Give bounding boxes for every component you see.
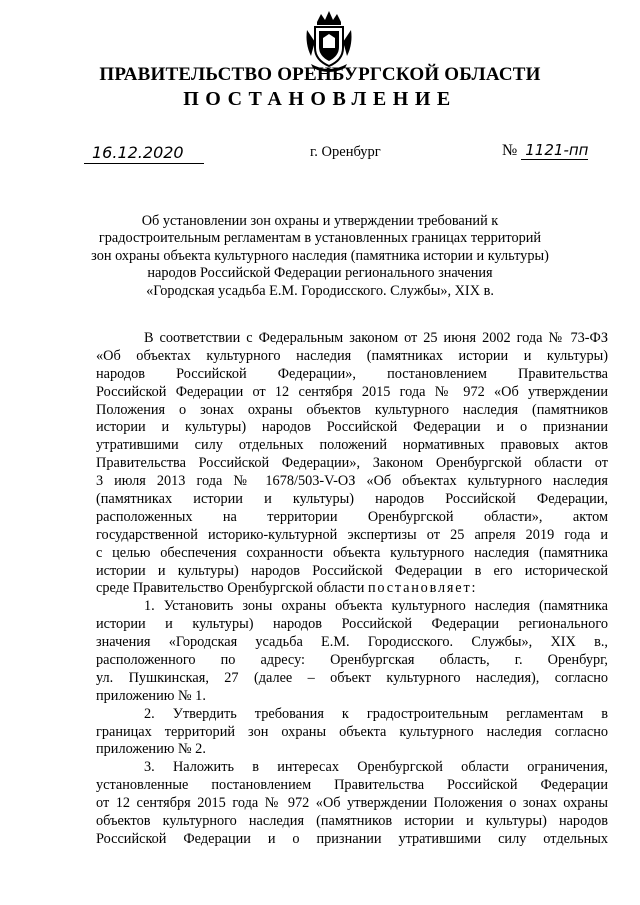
government-title: ПРАВИТЕЛЬСТВО ОРЕНБУРГСКОЙ ОБЛАСТИ xyxy=(99,64,541,85)
document-number xyxy=(502,142,592,162)
body-line: значения «Городская усадьба Е.М. Городисского. Службы», XIX в., xyxy=(96,634,608,651)
body-line: 3 июля 2013 года № 1678/503-V-ОЗ «Об объектах культурного наследия xyxy=(96,473,608,490)
body-line: с целью обеспечения сохранности объекта культурного наследия (памятника xyxy=(96,544,608,561)
body-line: расположенных на территории Оренбургской области», актом xyxy=(96,508,608,525)
body-line: «Об объектах культурного наследия (памятниках истории и культуры) xyxy=(96,347,608,364)
body-line: В соответствии с Федеральным законом от 25 июня 2002 года № 73-ФЗ xyxy=(144,330,608,346)
clause-3-line: 3. Наложить в интересах Оренбургской области ограничения, xyxy=(144,759,608,776)
subject-line: градостроительным регламентам в установленных границах территорий xyxy=(98,230,542,247)
body-line: утратившими силу отдельных положений нормативных правовых актов xyxy=(96,437,608,454)
body-line-text: среде Правительство Оренбургской области xyxy=(96,580,365,597)
document-subject xyxy=(80,213,560,300)
body-line: истории и культуры) народов Российской Федерации в его исторической xyxy=(96,562,608,579)
body-line: объектов культурного наследия (памятников истории и культуры) народов xyxy=(96,813,608,830)
document-date: 16.12.2020 xyxy=(84,144,204,164)
body-line: истории и культуры) народов Российской Федерации регионального xyxy=(96,616,608,633)
body-line: установленные постановлением Правительства Российской Федерации xyxy=(96,777,608,794)
body-line: границах территорий зон охраны объекта культурного наследия согласно xyxy=(96,723,608,740)
body-line: расположенного по адресу: Оренбургская область, г. Оренбург, xyxy=(96,652,608,669)
body-line: истории и культуры) народов Российской Федерации и о признании xyxy=(96,419,608,436)
body-line: ул. Пушкинская, 27 (далее – объект культурного наследия), согласно xyxy=(96,669,608,686)
subject-line: народов Российской Федерации регионального значения xyxy=(147,265,493,282)
clause-2-line: 2. Утвердить требования к градостроительным регламентам в xyxy=(144,705,608,722)
resolves-word: постановляет: xyxy=(367,580,478,597)
body-line: народов Российской Федерации», постановлением Правительства xyxy=(96,365,608,382)
subject-line: «Городская усадьба Е.М. Городисского. Службы», XIX в. xyxy=(146,282,494,299)
body-line: приложению № 2. xyxy=(96,741,206,758)
body-line: Российской Федерации от 12 сентября 2015 года № 972 «Об утверждении xyxy=(96,383,608,400)
body-line: приложению № 1. xyxy=(96,687,206,704)
subject-line: Об установлении зон охраны и утверждении требований к xyxy=(141,213,499,229)
document-type-title: ПОСТАНОВЛЕНИЕ xyxy=(183,88,457,110)
body-line: Российской Федерации и о признании утратившими силу отдельных xyxy=(96,830,608,847)
document-body xyxy=(96,330,608,849)
subject-line: зон охраны объекта культурного наследия (памятника истории и культуры) xyxy=(91,247,549,264)
body-line: (памятниках истории и культуры) народов Российской Федерации, xyxy=(96,491,608,508)
body-line: Правительства Российской Федерации», Законом Оренбургской области от xyxy=(96,455,608,472)
body-line: государственной историко-культурной экспертизы от 25 апреля 2019 года и xyxy=(96,526,608,543)
body-line: Положения о зонах охраны объектов культурного наследия (памятников xyxy=(96,401,608,418)
document-city: г. Оренбург xyxy=(310,144,381,160)
clause-1-line: 1. Установить зоны охраны объекта культурного наследия (памятника xyxy=(144,598,608,615)
body-line: от 12 сентября 2015 года № 972 «Об утверждении Положения о зонах охраны xyxy=(96,795,608,812)
body-line-resolves xyxy=(96,580,608,598)
number-value: 1121-пп xyxy=(521,142,588,160)
number-sign: № xyxy=(502,142,518,159)
